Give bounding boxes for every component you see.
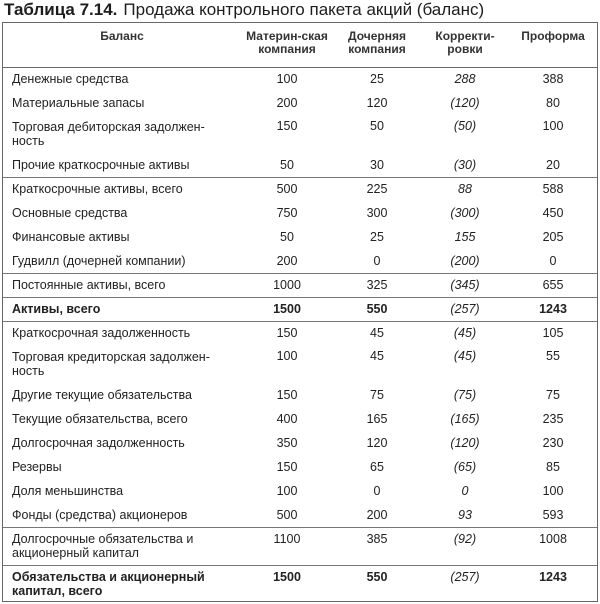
cell-parent: 750	[276, 206, 298, 220]
table-row	[3, 321, 597, 345]
cell-adjustment: 93	[458, 507, 472, 522]
cell-adjustment: (120)	[450, 436, 480, 450]
cell-proforma: 100	[542, 119, 564, 133]
cell-parent: 200	[276, 96, 298, 110]
table-row	[3, 67, 597, 91]
cell-subsidiary: 550	[333, 565, 421, 603]
cell-parent: 150	[276, 119, 298, 133]
cell-adjustment: (300)	[450, 206, 480, 220]
cell-parent: 350	[276, 436, 298, 450]
balance-table	[2, 22, 598, 602]
table-row	[3, 249, 597, 273]
cell-subsidiary: 325	[333, 273, 421, 297]
cell-subsidiary: 25	[370, 72, 384, 87]
header-parent: Материн-ская компания	[246, 29, 328, 56]
cell-subsidiary: 65	[370, 460, 384, 474]
table-row	[3, 565, 597, 603]
table-row	[3, 115, 597, 153]
cell-parent: 100	[276, 484, 298, 498]
cell-adjustment: (257)	[421, 297, 509, 321]
cell-adjustment: (345)	[421, 273, 509, 297]
table-row	[3, 455, 597, 479]
row-label: Долгосрочная задолженность	[12, 436, 185, 450]
cell-proforma: 1243	[509, 565, 597, 603]
row-label: Торговая дебиторская задолжен-ность	[12, 120, 205, 148]
cell-proforma: 80	[546, 96, 560, 110]
cell-parent: 50	[280, 230, 294, 244]
caption-title: Продажа контрольного пакета акций (баланс)	[123, 0, 485, 19]
row-label: Основные средства	[12, 206, 128, 220]
cell-subsidiary: 385	[333, 527, 421, 565]
cell-parent: 50	[280, 157, 294, 172]
table-row	[3, 431, 597, 455]
row-label: Денежные средства	[12, 72, 129, 87]
cell-subsidiary: 165	[366, 412, 388, 426]
cell-proforma: 55	[546, 349, 560, 363]
cell-adjustment: 288	[454, 72, 476, 87]
table-row	[3, 297, 597, 321]
row-label: Краткосрочные активы, всего	[3, 177, 241, 201]
cell-adjustment: (45)	[453, 349, 477, 363]
cell-subsidiary: 0	[373, 253, 381, 268]
cell-subsidiary: 30	[370, 157, 384, 172]
table-caption	[4, 0, 596, 24]
cell-subsidiary: 225	[333, 177, 421, 201]
header-row	[3, 23, 597, 67]
row-label: Финансовые активы	[12, 230, 130, 244]
cell-subsidiary: 120	[366, 436, 388, 450]
cell-subsidiary: 75	[370, 388, 384, 402]
table-row	[3, 225, 597, 249]
row-label: Фонды (средства) акционеров	[12, 507, 188, 522]
table-row	[3, 153, 597, 177]
table-row	[3, 383, 597, 407]
cell-adjustment: 88	[421, 177, 509, 201]
cell-proforma: 388	[542, 72, 564, 87]
header-proforma: Проформа	[521, 29, 585, 43]
cell-proforma: 20	[546, 157, 560, 172]
table-row	[3, 479, 597, 503]
cell-subsidiary: 0	[373, 484, 381, 498]
cell-proforma: 593	[542, 507, 564, 522]
cell-parent: 500	[276, 507, 298, 522]
table-row	[3, 177, 597, 201]
table-row	[3, 91, 597, 115]
header-adjustments: Корректи-ровки	[435, 29, 495, 56]
table-row	[3, 201, 597, 225]
row-label: Долгосрочные обязательства и акционерный капитал	[3, 527, 241, 565]
cell-parent: 500	[241, 177, 333, 201]
row-label: Текущие обязательства, всего	[12, 412, 188, 426]
cell-subsidiary: 25	[370, 230, 384, 244]
cell-parent: 150	[276, 388, 298, 402]
cell-adjustment: 155	[454, 230, 476, 244]
cell-adjustment: (257)	[421, 565, 509, 603]
cell-subsidiary: 50	[370, 119, 384, 133]
row-label: Активы, всего	[3, 297, 241, 321]
cell-proforma: 655	[509, 273, 597, 297]
row-label: Краткосрочная задолженность	[3, 321, 241, 345]
table-body	[3, 67, 597, 603]
row-label: Обязательства и акционерный капитал, всего	[3, 565, 241, 603]
cell-subsidiary: 120	[366, 96, 388, 110]
cell-adjustment: (120)	[450, 96, 480, 110]
table-row	[3, 527, 597, 565]
header-subsidiary: Дочерняя компания	[348, 29, 406, 56]
caption-number: Таблица 7.14.	[4, 0, 118, 19]
cell-subsidiary: 200	[366, 507, 388, 522]
cell-adjustment: (30)	[453, 157, 477, 172]
cell-parent: 400	[276, 412, 298, 426]
row-label: Гудвилл (дочерней компании)	[12, 253, 186, 268]
row-label: Прочие краткосрочные активы	[12, 157, 190, 172]
cell-proforma: 1008	[509, 527, 597, 565]
cell-subsidiary: 300	[366, 206, 388, 220]
row-label: Резервы	[12, 460, 62, 474]
table-row	[3, 345, 597, 383]
cell-proforma: 75	[546, 388, 560, 402]
cell-proforma: 588	[509, 177, 597, 201]
cell-parent: 1000	[241, 273, 333, 297]
cell-adjustment: (92)	[421, 527, 509, 565]
cell-adjustment: (50)	[453, 119, 477, 133]
table-row	[3, 407, 597, 431]
cell-proforma: 235	[542, 412, 564, 426]
cell-proforma: 450	[542, 206, 564, 220]
cell-parent: 150	[241, 321, 333, 345]
cell-parent: 1100	[241, 527, 333, 565]
cell-proforma: 0	[549, 253, 557, 268]
row-label: Постоянные активы, всего	[3, 273, 241, 297]
cell-proforma: 85	[546, 460, 560, 474]
cell-proforma: 105	[509, 321, 597, 345]
cell-adjustment: (45)	[421, 321, 509, 345]
row-label: Доля меньшинства	[12, 484, 124, 498]
cell-subsidiary: 45	[333, 321, 421, 345]
cell-proforma: 205	[542, 230, 564, 244]
cell-parent: 150	[276, 460, 298, 474]
row-label: Другие текущие обязательства	[12, 388, 192, 402]
cell-parent: 1500	[241, 297, 333, 321]
cell-adjustment: (75)	[453, 388, 477, 402]
cell-subsidiary: 550	[333, 297, 421, 321]
cell-proforma: 100	[542, 484, 564, 498]
cell-adjustment: 0	[461, 484, 469, 498]
cell-adjustment: (200)	[450, 253, 480, 268]
table-row	[3, 273, 597, 297]
cell-parent: 1500	[241, 565, 333, 603]
cell-proforma: 230	[542, 436, 564, 450]
cell-adjustment: (165)	[450, 412, 480, 426]
cell-subsidiary: 45	[370, 349, 384, 363]
row-label: Торговая кредиторская задолжен-ность	[12, 350, 210, 378]
cell-parent: 200	[276, 253, 298, 268]
cell-parent: 100	[276, 349, 298, 363]
cell-parent: 100	[276, 72, 298, 87]
cell-proforma: 1243	[509, 297, 597, 321]
table-row	[3, 503, 597, 527]
row-label: Материальные запасы	[12, 96, 145, 110]
header-balance: Баланс	[100, 29, 144, 43]
cell-adjustment: (65)	[453, 460, 477, 474]
